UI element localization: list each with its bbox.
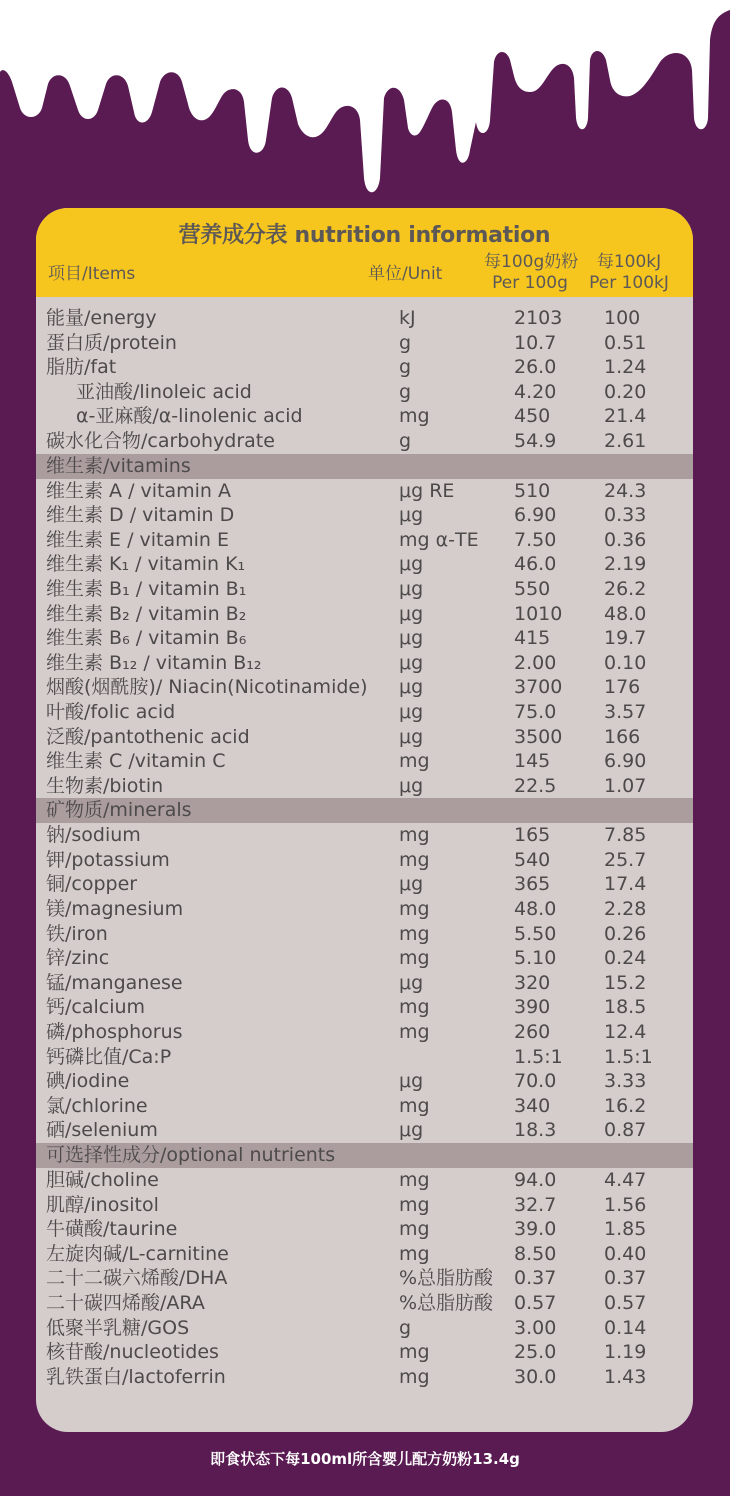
- unit-cell: mg: [399, 1094, 430, 1117]
- table-row: [36, 626, 693, 651]
- per100kj-value: 1.19: [604, 1341, 647, 1364]
- unit-cell: g: [399, 356, 412, 379]
- per100kj-value: 0.20: [604, 380, 647, 403]
- item-name: 生物素/biotin: [46, 774, 164, 797]
- table-row: [36, 552, 693, 577]
- table-row: [36, 528, 693, 553]
- unit-cell: mg: [399, 848, 430, 871]
- item-name: 肌醇/inositol: [46, 1193, 159, 1216]
- table-row: [36, 872, 693, 897]
- unit-cell: g: [399, 1316, 412, 1339]
- per100g-value: 510: [514, 479, 551, 502]
- per100kj-value: 0.40: [604, 1242, 647, 1265]
- per100g-value: 390: [514, 996, 551, 1019]
- group-minerals: [36, 823, 693, 1143]
- footer-note: 即食状态下每100ml所含婴儿配方奶粉13.4g: [210, 1450, 520, 1468]
- table-row: [36, 380, 693, 405]
- unit-cell: mg α-TE: [399, 528, 479, 551]
- unit-cell: μg: [399, 725, 424, 748]
- per100kj-value: 0.36: [604, 528, 647, 551]
- per100kj-value: 2.61: [604, 429, 647, 452]
- per100kj-value: 1.07: [604, 774, 647, 797]
- per100kj-value: 1.85: [604, 1218, 647, 1241]
- unit-cell: mg: [399, 1169, 430, 1191]
- table-row: [36, 725, 693, 750]
- per100kj-value: 0.10: [604, 651, 647, 674]
- unit-cell: μg: [399, 873, 424, 896]
- group-optional: [36, 1168, 693, 1389]
- item-name: 镁/magnesium: [46, 898, 184, 921]
- per100kj-value: 0.26: [604, 922, 647, 945]
- per100kj-value: 3.57: [604, 700, 647, 723]
- per100g-value: 3.00: [514, 1316, 557, 1339]
- per100g-value: 550: [514, 577, 551, 600]
- unit-cell: g: [399, 331, 412, 354]
- per100g-value: 3500: [514, 725, 563, 748]
- table-row: [36, 848, 693, 873]
- section-label: 矿物质/minerals: [46, 799, 192, 822]
- unit-cell: g: [399, 380, 412, 403]
- item-name: 磷/phosphorus: [46, 1021, 183, 1044]
- per100kj-value: 1.5:1: [604, 1045, 653, 1068]
- unit-cell: g: [399, 429, 412, 452]
- table-row: [36, 774, 693, 799]
- per100g-value: 25.0: [514, 1341, 557, 1364]
- unit-cell: kJ: [399, 307, 416, 329]
- table-row: [36, 1193, 693, 1218]
- item-name: 维生素 A / vitamin A: [46, 479, 231, 502]
- header-per100kj-cn: 每100kJ: [596, 252, 662, 272]
- item-name: 锌/zinc: [46, 947, 110, 970]
- item-name: 碳水化合物/carbohydrate: [46, 429, 275, 452]
- per100kj-value: 166: [604, 725, 641, 748]
- item-name: 钙磷比值/Ca:P: [46, 1045, 172, 1068]
- unit-cell: mg: [399, 1218, 430, 1241]
- per100kj-value: 15.2: [604, 971, 647, 994]
- per100kj-value: 1.43: [604, 1365, 647, 1388]
- per100g-value: 1010: [514, 602, 563, 625]
- unit-cell: μg: [399, 553, 424, 576]
- item-name: 铁/iron: [46, 922, 108, 945]
- section-optional: [36, 1143, 693, 1168]
- unit-cell: mg: [399, 947, 430, 970]
- per100kj-value: 176: [604, 676, 641, 699]
- unit-cell: mg: [399, 922, 430, 945]
- nutrition-table-card: [36, 208, 693, 1432]
- per100kj-value: 7.85: [604, 824, 647, 847]
- table-row: [36, 995, 693, 1020]
- per100kj-value: 1.24: [604, 356, 647, 379]
- per100g-value: 2103: [514, 307, 563, 329]
- header-per100g-en: Per 100g: [492, 273, 568, 293]
- unit-cell: mg: [399, 1193, 430, 1216]
- item-name: 硒/selenium: [46, 1119, 158, 1142]
- item-name: 牛磺酸/taurine: [46, 1218, 178, 1241]
- item-name: 钠/sodium: [46, 824, 141, 847]
- item-name: 维生素 B₆ / vitamin B₆: [46, 627, 247, 650]
- per100g-value: 365: [514, 873, 551, 896]
- per100g-value: 30.0: [514, 1365, 557, 1388]
- item-name: 泛酸/pantothenic acid: [46, 725, 250, 748]
- header-unit: 单位/Unit: [368, 264, 443, 284]
- unit-cell: μg: [399, 774, 424, 797]
- table-row: [36, 1340, 693, 1365]
- item-name: 维生素 B₁ / vitamin B₁: [46, 577, 247, 600]
- unit-cell: μg: [399, 627, 424, 650]
- unit-cell: μg RE: [399, 479, 455, 502]
- per100kj-value: 2.28: [604, 898, 647, 921]
- table-row: [36, 1365, 693, 1390]
- table-row: [36, 1045, 693, 1070]
- per100g-value: 2.00: [514, 651, 557, 674]
- per100g-value: 5.10: [514, 947, 557, 970]
- per100kj-value: 6.90: [604, 750, 647, 773]
- item-name: 胆碱/choline: [46, 1169, 159, 1191]
- per100g-value: 10.7: [514, 331, 557, 354]
- table-row: [36, 602, 693, 627]
- unit-cell: %总脂肪酸: [399, 1291, 494, 1314]
- unit-cell: mg: [399, 1021, 430, 1044]
- table-row: [36, 306, 693, 331]
- table-row: [36, 429, 693, 454]
- table-row: [36, 1266, 693, 1291]
- table-row: [36, 946, 693, 971]
- per100g-value: 4.20: [514, 380, 557, 403]
- per100g-value: 48.0: [514, 898, 557, 921]
- table-row: [36, 1168, 693, 1193]
- table-row: [36, 675, 693, 700]
- item-name: 脂肪/fat: [46, 356, 117, 379]
- unit-cell: μg: [399, 504, 424, 527]
- per100kj-value: 0.87: [604, 1119, 647, 1142]
- item-name: 锰/manganese: [46, 971, 183, 994]
- item-name: 维生素 E / vitamin E: [46, 528, 230, 551]
- item-name: 碘/iodine: [46, 1070, 130, 1093]
- item-name: 能量/energy: [46, 307, 157, 329]
- per100kj-value: 21.4: [604, 405, 647, 428]
- item-name: 钾/potassium: [46, 848, 170, 871]
- table-row: [36, 823, 693, 848]
- per100kj-value: 24.3: [604, 479, 647, 502]
- table-body: [36, 306, 693, 1389]
- per100g-value: 8.50: [514, 1242, 557, 1265]
- unit-cell: μg: [399, 651, 424, 674]
- item-name: 维生素 D / vitamin D: [46, 504, 235, 527]
- header-per100g-cn: 每100g奶粉: [484, 252, 579, 272]
- per100kj-value: 0.37: [604, 1267, 647, 1290]
- table-row: [36, 404, 693, 429]
- section-label: 可选择性成分/optional nutrients: [46, 1144, 336, 1166]
- unit-cell: mg: [399, 824, 430, 847]
- table-row: [36, 355, 693, 380]
- item-name: 维生素 K₁ / vitamin K₁: [46, 553, 246, 576]
- table-row: [36, 1020, 693, 1045]
- table-row: [36, 1217, 693, 1242]
- table-row: [36, 922, 693, 947]
- per100g-value: 0.57: [514, 1291, 557, 1314]
- per100g-value: 18.3: [514, 1119, 557, 1142]
- item-name: 维生素 C /vitamin C: [46, 750, 226, 773]
- unit-cell: mg: [399, 1242, 430, 1265]
- item-name: 核苷酸/nucleotides: [46, 1341, 219, 1364]
- per100g-value: 165: [514, 824, 551, 847]
- item-name: 蛋白质/protein: [46, 331, 177, 354]
- per100kj-value: 16.2: [604, 1094, 647, 1117]
- item-name: 烟酸(烟酰胺)/ Niacin(Nicotinamide): [46, 676, 368, 699]
- item-name: 左旋肉碱/L-carnitine: [46, 1242, 229, 1265]
- per100g-value: 5.50: [514, 922, 557, 945]
- table-row: [36, 1118, 693, 1143]
- per100g-value: 340: [514, 1094, 551, 1117]
- item-name: 二十碳四烯酸/ARA: [46, 1291, 205, 1314]
- table-row: [36, 1069, 693, 1094]
- per100g-value: 26.0: [514, 356, 557, 379]
- per100kj-value: 0.33: [604, 504, 647, 527]
- table-row: [36, 503, 693, 528]
- per100g-value: 94.0: [514, 1169, 557, 1191]
- per100g-value: 450: [514, 405, 551, 428]
- item-name: 亚油酸/linoleic acid: [76, 380, 252, 403]
- unit-cell: mg: [399, 405, 430, 428]
- per100kj-value: 4.47: [604, 1169, 647, 1191]
- per100kj-value: 17.4: [604, 873, 647, 896]
- per100g-value: 46.0: [514, 553, 557, 576]
- per100g-value: 415: [514, 627, 551, 650]
- table-row: [36, 971, 693, 996]
- section-vitamins: [36, 454, 693, 479]
- per100g-value: 39.0: [514, 1218, 557, 1241]
- item-name: 铜/copper: [46, 873, 138, 896]
- header-per100g: [484, 252, 579, 294]
- per100kj-value: 12.4: [604, 1021, 647, 1044]
- group-vitamins: [36, 479, 693, 799]
- table-row: [36, 897, 693, 922]
- unit-cell: μg: [399, 577, 424, 600]
- item-name: 二十二碳六烯酸/DHA: [46, 1267, 228, 1290]
- item-name: 乳铁蛋白/lactoferrin: [46, 1365, 226, 1388]
- table-row: [36, 577, 693, 602]
- table-row: [36, 479, 693, 504]
- table-row: [36, 1242, 693, 1267]
- item-name: 钙/calcium: [46, 996, 146, 1019]
- per100g-value: 1.5:1: [514, 1045, 563, 1068]
- per100kj-value: 26.2: [604, 577, 647, 600]
- table-row: [36, 749, 693, 774]
- milk-drip-decoration: [0, 0, 730, 240]
- unit-cell: μg: [399, 1119, 424, 1142]
- table-row: [36, 331, 693, 356]
- per100kj-value: 100: [604, 307, 641, 329]
- item-name: 维生素 B₁₂ / vitamin B₁₂: [46, 651, 262, 674]
- header-per100kj: [581, 252, 677, 294]
- per100kj-value: 25.7: [604, 848, 647, 871]
- per100kj-value: 0.24: [604, 947, 647, 970]
- table-row: [36, 700, 693, 725]
- per100g-value: 32.7: [514, 1193, 557, 1216]
- per100g-value: 145: [514, 750, 551, 773]
- section-label: 维生素/vitamins: [46, 454, 191, 477]
- per100g-value: 0.37: [514, 1267, 557, 1290]
- unit-cell: mg: [399, 996, 430, 1019]
- item-name: α-亚麻酸/α-linolenic acid: [76, 405, 303, 428]
- per100g-value: 6.90: [514, 504, 557, 527]
- header-per100kj-en: Per 100kJ: [589, 273, 669, 293]
- per100g-value: 22.5: [514, 774, 557, 797]
- unit-cell: μg: [399, 971, 424, 994]
- unit-cell: μg: [399, 1070, 424, 1093]
- unit-cell: μg: [399, 676, 424, 699]
- unit-cell: μg: [399, 602, 424, 625]
- unit-cell: mg: [399, 750, 430, 773]
- item-name: 叶酸/folic acid: [46, 700, 176, 723]
- unit-cell: mg: [399, 898, 430, 921]
- per100g-value: 70.0: [514, 1070, 557, 1093]
- table-row: [36, 1094, 693, 1119]
- table-header: [36, 208, 693, 297]
- page-title: 营养成分表 nutrition information: [178, 223, 551, 248]
- header-items: 项目/Items: [48, 264, 136, 284]
- item-name: 低聚半乳糖/GOS: [46, 1316, 190, 1339]
- group-basic: [36, 306, 693, 454]
- per100kj-value: 1.56: [604, 1193, 647, 1216]
- per100kj-value: 0.14: [604, 1316, 647, 1339]
- unit-cell: mg: [399, 1341, 430, 1364]
- table-row: [36, 1316, 693, 1341]
- unit-cell: %总脂肪酸: [399, 1267, 494, 1290]
- per100g-value: 54.9: [514, 429, 557, 452]
- per100kj-value: 48.0: [604, 602, 647, 625]
- per100g-value: 7.50: [514, 528, 557, 551]
- table-row: [36, 1291, 693, 1316]
- unit-cell: μg: [399, 700, 424, 723]
- table-row: [36, 651, 693, 676]
- section-minerals: [36, 798, 693, 823]
- per100g-value: 320: [514, 971, 551, 994]
- per100kj-value: 0.51: [604, 331, 647, 354]
- per100kj-value: 18.5: [604, 996, 647, 1019]
- per100g-value: 75.0: [514, 700, 557, 723]
- per100g-value: 260: [514, 1021, 551, 1044]
- per100kj-value: 19.7: [604, 627, 647, 650]
- per100g-value: 3700: [514, 676, 563, 699]
- per100kj-value: 2.19: [604, 553, 647, 576]
- item-name: 氯/chlorine: [46, 1094, 148, 1117]
- item-name: 维生素 B₂ / vitamin B₂: [46, 602, 247, 625]
- per100kj-value: 0.57: [604, 1291, 647, 1314]
- per100g-value: 540: [514, 848, 551, 871]
- unit-cell: mg: [399, 1365, 430, 1388]
- per100kj-value: 3.33: [604, 1070, 647, 1093]
